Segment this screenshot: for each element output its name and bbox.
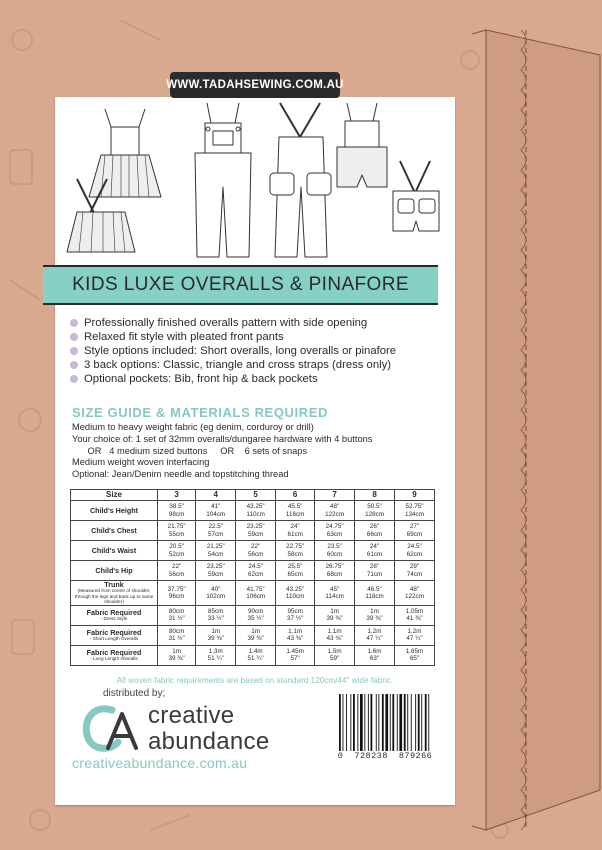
size-cell-imperial: 41.75" (246, 585, 265, 593)
feature-item: Style options included: Short overalls, long overalls or pinafore (70, 344, 396, 358)
size-cell (276, 521, 315, 541)
size-cell-metric: 69cm (406, 530, 423, 538)
size-cell-imperial: 1.3m (208, 648, 223, 655)
size-cell (315, 541, 355, 561)
size-cell-metric: 65cm (287, 570, 303, 578)
size-cell (196, 625, 236, 645)
size-row-label-text: Child's Chest (91, 525, 137, 535)
size-cell-metric: 66cm (366, 530, 383, 538)
size-cell-metric: 54cm (208, 550, 224, 558)
size-cell-imperial: 22.5" (208, 523, 223, 531)
size-cell-imperial: 1.4m (248, 648, 263, 655)
size-cell-imperial: 45.5" (287, 503, 303, 511)
barcode-bar (385, 694, 388, 751)
size-cell-metric: 59" (330, 655, 340, 663)
size-cell (355, 581, 395, 606)
size-cell (355, 561, 395, 581)
size-cell (236, 645, 276, 665)
size-row-label (71, 605, 158, 625)
size-row-label (71, 541, 158, 561)
size-cell (196, 581, 236, 606)
size-cell-imperial: 40" (211, 585, 221, 593)
size-cell-imperial: 27" (409, 523, 420, 531)
size-row (71, 605, 435, 625)
barcode-bar (415, 694, 416, 751)
size-cell-imperial: 85cm (208, 608, 224, 615)
size-cell-imperial: 50.5" (367, 503, 382, 511)
size-cell-metric: 62cm (406, 550, 423, 558)
feature-item: 3 back options: Classic, triangle and cross straps (dress only) (70, 358, 396, 372)
size-row-label-text: Child's Height (89, 505, 139, 515)
distributor-name-line1: creative (148, 702, 235, 729)
size-cell-imperial: 1.5m (327, 648, 342, 655)
size-cell-imperial: 41" (211, 503, 221, 511)
distributor-name-line2: abundance (148, 728, 270, 755)
size-cell-imperial: 1.1m (327, 628, 342, 635)
size-cell-metric: 41 ⅜" (406, 615, 423, 623)
size-cell (276, 501, 315, 521)
distributor-website: creativeabundance.com.au (72, 755, 248, 771)
size-cell-imperial: 24.75" (325, 523, 344, 531)
barcode-bar (376, 694, 377, 751)
size-cell-metric: 134cm (405, 510, 424, 518)
size-cell-metric: 116cm (285, 510, 305, 518)
barcode-bar (411, 694, 412, 751)
size-row (71, 541, 435, 561)
size-row-label-text: Trunk (104, 580, 124, 589)
size-cell-metric: 60cm (326, 550, 343, 558)
size-cell-metric: 39 ⅜" (326, 615, 343, 623)
barcode-bar (382, 694, 384, 751)
size-cell-metric: 110cm (285, 592, 305, 600)
size-row-label (71, 581, 158, 606)
size-cell (355, 645, 395, 665)
size-cell-imperial: 48" (409, 585, 420, 593)
barcode-bar (421, 694, 422, 751)
garment-illustrations (55, 97, 455, 265)
barcode-bar (418, 694, 420, 751)
barcode-bar (428, 694, 429, 751)
website-tag: WWW.TADAHSEWING.COM.AU (170, 72, 340, 98)
size-cell-metric: 31 ½" (168, 635, 185, 643)
size-cell (236, 561, 276, 581)
bullet-dot-icon (70, 347, 78, 355)
size-cell (355, 605, 395, 625)
size-row (71, 521, 435, 541)
size-cell-metric: 128cm (365, 510, 384, 518)
size-cell-metric: 47 ¼" (406, 635, 423, 643)
size-cell-imperial: 21.25" (206, 543, 225, 551)
size-cell-imperial: 90cm (247, 608, 264, 615)
barcode-bar (360, 694, 363, 751)
size-cell (355, 541, 395, 561)
size-cell (158, 625, 196, 645)
size-cell-metric: 55cm (168, 530, 185, 538)
barcode-bar (399, 694, 402, 751)
size-row-label (71, 521, 158, 541)
size-row-label (71, 625, 158, 645)
barcode-bar (353, 694, 355, 751)
size-cell-imperial: 1.1m (288, 628, 303, 635)
size-row-label (71, 645, 158, 665)
size-cell (158, 541, 196, 561)
size-cell (315, 645, 355, 665)
size-header-cell: 4 (196, 490, 236, 501)
barcode-bar (378, 694, 379, 751)
size-cell (395, 521, 435, 541)
fabric-note: All woven fabric requirements are based on standard 120cm/44" wide fabric. (116, 676, 394, 685)
size-cell-metric: 59cm (208, 570, 224, 578)
size-cell (158, 501, 196, 521)
barcode-bar (371, 694, 373, 751)
size-cell-metric: 65" (409, 655, 420, 663)
feature-list (70, 316, 396, 386)
size-cell-imperial: 80cm (168, 608, 185, 615)
barcode-bar (368, 694, 369, 751)
size-cell (315, 625, 355, 645)
size-cell-imperial: 45" (330, 585, 340, 593)
size-cell-imperial: 1.65m (405, 648, 424, 655)
size-cell (196, 501, 236, 521)
size-cell-metric: 63" (369, 655, 380, 663)
size-row-label-text: Child's Waist (91, 545, 137, 555)
size-cell-imperial: 1.6m (367, 648, 382, 655)
size-cell-imperial: 25.5" (287, 563, 303, 571)
size-header-cell: 9 (395, 490, 435, 501)
size-row-sublabel: - Short Length Overalls (89, 636, 139, 642)
size-cell-imperial: 95cm (287, 608, 303, 615)
size-cell-metric: 74cm (406, 570, 423, 578)
size-header-cell: 3 (158, 490, 196, 501)
size-cell (315, 501, 355, 521)
size-row-label-text: Fabric Required (86, 627, 142, 637)
size-header-cell: 6 (276, 490, 315, 501)
size-cell-imperial: 21.75" (167, 523, 186, 531)
feature-item: Professionally finished overalls pattern with side opening (70, 316, 396, 330)
size-cell-metric: 39 ⅜" (247, 635, 264, 643)
bullet-dot-icon (70, 319, 78, 327)
bullet-dot-icon (70, 333, 78, 341)
size-cell-imperial: 80cm (168, 628, 185, 635)
size-cell (196, 645, 236, 665)
size-cell-metric: 51 ¼" (247, 655, 264, 663)
size-cell-metric: 122cm (405, 592, 424, 600)
feature-item: Optional pockets: Bib, front hip & back pockets (70, 372, 396, 386)
size-cell (276, 561, 315, 581)
size-cell-imperial: 26.75" (325, 563, 344, 571)
size-cell-imperial: 1m (370, 608, 379, 615)
size-cell-imperial: 1m (330, 608, 339, 615)
barcode-bar (397, 694, 398, 751)
size-cell (236, 541, 276, 561)
size-header-cell: 7 (315, 490, 355, 501)
size-row-label-text: Child's Hip (95, 565, 133, 575)
barcode-bar (392, 694, 394, 751)
size-cell-imperial: 48" (330, 503, 340, 511)
size-cell-imperial: 1.2m (407, 628, 422, 635)
size-cell-metric: 68cm (326, 570, 343, 578)
size-cell-imperial: 24" (369, 543, 380, 551)
size-cell-imperial: 52.75" (405, 503, 424, 511)
bullet-dot-icon (70, 375, 78, 383)
barcode-bar (339, 694, 341, 751)
barcode-bar (390, 694, 391, 751)
size-cell-imperial: 43.25" (246, 503, 265, 511)
size-cell-metric: 98cm (168, 510, 185, 518)
size-cell (315, 581, 355, 606)
size-cell-imperial: 1m (172, 648, 181, 655)
barcode-bar (350, 694, 351, 751)
size-cell (236, 581, 276, 606)
size-cell (355, 501, 395, 521)
size-row (71, 501, 435, 521)
size-cell-metric: 35 ½" (247, 615, 264, 623)
size-cell-imperial: 1m (211, 628, 221, 635)
size-cell-metric: 39 ⅜" (168, 655, 185, 663)
size-row-sublabel: - Dress Style (100, 616, 128, 622)
size-cell-metric: 33 ½" (207, 615, 224, 623)
size-cell (158, 581, 196, 606)
size-cell (236, 605, 276, 625)
size-cell-metric: 71cm (366, 570, 383, 578)
size-cell-metric: 62cm (247, 570, 264, 578)
size-cell-metric: 122cm (325, 510, 345, 518)
materials-line: Optional: Jean/Denim needle and topstitching thread (72, 469, 289, 480)
pattern-title: KIDS LUXE OVERALLS & PINAFORE (43, 265, 438, 305)
size-cell-imperial: 38.5" (169, 503, 184, 511)
size-cell-imperial: 22" (251, 543, 261, 551)
size-cell-imperial: 1.45m (286, 648, 304, 655)
barcode-bar (346, 694, 347, 751)
size-cell (395, 561, 435, 581)
size-cell-metric: 43 ⅜" (326, 635, 343, 643)
size-header-cell: 5 (236, 490, 276, 501)
size-row (71, 625, 435, 645)
size-cell-metric: 31 ½" (168, 615, 185, 623)
size-cell-imperial: 23.25" (206, 563, 225, 571)
size-cell-imperial: 1.2m (367, 628, 382, 635)
size-cell (315, 605, 355, 625)
barcode-number: 0 728238 879266 (337, 751, 433, 761)
size-cell (276, 541, 315, 561)
size-cell-metric: 56cm (247, 550, 264, 558)
size-cell-metric: 37 ½" (287, 615, 304, 623)
size-cell-imperial: 23.5" (327, 543, 342, 551)
materials-line: OR 4 medium sized buttons OR 6 sets of snaps (72, 445, 308, 456)
size-row-label (71, 501, 158, 521)
materials-line: Medium weight woven interfacing (72, 457, 210, 468)
size-cell-imperial: 24.5" (248, 563, 263, 571)
size-cell (236, 521, 276, 541)
size-cell (236, 625, 276, 645)
barcode-bar (343, 694, 344, 751)
size-cell-metric: 61cm (366, 550, 383, 558)
size-table (70, 489, 435, 666)
size-header-cell: 8 (355, 490, 395, 501)
size-cell-metric: 59cm (247, 530, 264, 538)
bullet-dot-icon (70, 361, 78, 369)
size-cell-metric: 61cm (287, 530, 303, 538)
size-cell-metric: 56cm (168, 570, 185, 578)
materials-list (72, 422, 372, 481)
size-cell-metric: 63cm (326, 530, 343, 538)
size-cell-imperial: 24" (290, 523, 300, 531)
size-cell (196, 561, 236, 581)
size-cell (355, 521, 395, 541)
size-row (71, 561, 435, 581)
size-cell (395, 501, 435, 521)
distributor-label: distributed by; (103, 688, 166, 699)
barcode-bar (357, 694, 358, 751)
size-cell (236, 501, 276, 521)
size-cell-imperial: 28" (369, 563, 380, 571)
size-cell-metric: 52cm (168, 550, 185, 558)
size-row (71, 581, 435, 606)
materials-line: Your choice of: 1 set of 32mm overalls/dungaree hardware with 4 buttons (72, 433, 373, 444)
size-cell-imperial: 22.75" (286, 543, 305, 551)
size-cell-metric: 110cm (246, 510, 265, 518)
size-cell-imperial: 37.75" (167, 585, 186, 593)
size-cell-imperial: 26" (369, 523, 380, 531)
feature-item: Relaxed fit style with pleated front pants (70, 330, 396, 344)
stitch-line (519, 30, 533, 830)
size-cell-metric: 39 ⅜" (366, 615, 383, 623)
size-cell (158, 605, 196, 625)
size-cell (395, 645, 435, 665)
size-row (71, 645, 435, 665)
size-cell (276, 605, 315, 625)
size-cell-metric: 104cm (206, 510, 226, 518)
size-cell-imperial: 1m (251, 628, 261, 635)
size-cell-metric: 51 ¼" (207, 655, 224, 663)
size-header-corner: Size (71, 490, 158, 501)
size-cell-imperial: 46.5" (367, 585, 382, 593)
size-cell (158, 645, 196, 665)
size-cell (395, 581, 435, 606)
size-cell-imperial: 1.05m (405, 608, 424, 615)
size-row-label-text: Fabric Required (86, 647, 142, 657)
size-cell (276, 645, 315, 665)
materials-line: Medium to heavy weight fabric (eg denim, corduroy or drill) (72, 422, 314, 432)
size-row-sublabel: - Long Length Overalls (90, 656, 138, 662)
barcode-bar (407, 694, 408, 751)
size-cell-imperial: 43.25" (286, 585, 305, 593)
size-header-row (71, 490, 435, 501)
size-row-sublabel: (Measured from centre of shoulder, through the legs and back up to same shoulder) (74, 588, 154, 605)
size-cell-metric: 47 ¼" (366, 635, 383, 643)
size-cell-metric: 57" (290, 655, 300, 663)
size-cell-metric: 57cm (208, 530, 224, 538)
size-cell (196, 521, 236, 541)
size-cell (355, 625, 395, 645)
size-cell-imperial: 23.25" (246, 523, 265, 531)
size-cell-imperial: 29" (409, 563, 420, 571)
size-row-label-text: Fabric Required (86, 607, 142, 617)
creative-abundance-logo-icon (78, 700, 148, 754)
size-cell-metric: 43 ⅜" (287, 635, 304, 643)
barcode-bar (364, 694, 365, 751)
barcode-bar (404, 694, 406, 751)
size-row-label (71, 561, 158, 581)
size-cell-imperial: 20.5" (169, 543, 184, 551)
envelope-flap (472, 0, 602, 850)
barcode (337, 694, 433, 751)
size-cell-imperial: 22" (172, 563, 182, 571)
size-guide-heading: SIZE GUIDE & MATERIALS REQUIRED (72, 405, 328, 420)
size-cell (276, 625, 315, 645)
size-cell-metric: 106cm (246, 592, 266, 600)
size-cell (315, 521, 355, 541)
size-cell-metric: 58cm (287, 550, 303, 558)
size-cell-metric: 39 ⅜" (207, 635, 224, 643)
size-cell (276, 581, 315, 606)
size-cell-imperial: 24.5" (407, 543, 422, 551)
size-cell-metric: 96cm (168, 592, 185, 600)
barcode-bar (425, 694, 427, 751)
size-cell (395, 605, 435, 625)
size-cell (158, 521, 196, 541)
size-cell (315, 561, 355, 581)
size-cell-metric: 102cm (206, 592, 226, 600)
size-cell (158, 561, 196, 581)
size-cell (196, 541, 236, 561)
size-cell (196, 605, 236, 625)
size-cell (395, 541, 435, 561)
size-cell-metric: 114cm (325, 592, 344, 600)
size-cell (395, 625, 435, 645)
size-cell-metric: 118cm (365, 592, 384, 600)
